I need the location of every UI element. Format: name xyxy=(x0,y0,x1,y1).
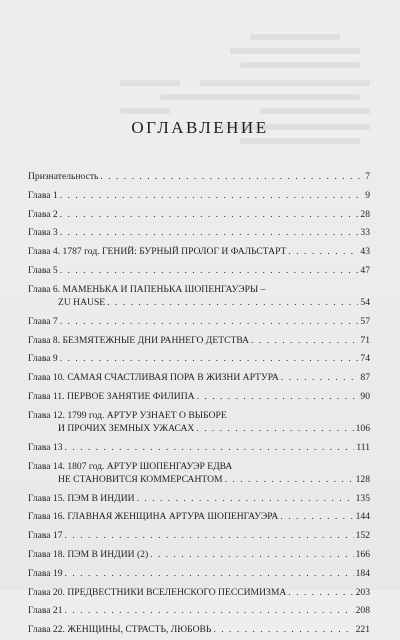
toc-page-number: 74 xyxy=(360,353,370,365)
toc-page-number: 28 xyxy=(360,208,370,220)
toc-page-number: 128 xyxy=(355,474,370,486)
toc-entry-title: Глава 6. МАМЕНЬКА И ПАПЕНЬКА ШОПЕНГАУЭРЫ – xyxy=(28,283,266,295)
toc-page-number: 221 xyxy=(355,624,370,636)
toc-entry-title: Глава 11. ПЕРВОЕ ЗАНЯТИЕ ФИЛИПА xyxy=(28,390,195,402)
toc-entry-title: Глава 16. ГЛАВНАЯ ЖЕНЩИНА АРТУРА ШОПЕНГАУЭРА xyxy=(28,511,279,523)
toc-entry-title: Признательность xyxy=(28,171,99,182)
toc-entry[interactable] xyxy=(28,602,370,621)
dot-leader xyxy=(65,602,354,621)
toc-entry-line xyxy=(28,313,370,332)
toc-entry-title: Глава 20. ПРЕДВЕСТНИКИ ВСЕЛЕНСКОГО ПЕССИМИЗМА xyxy=(28,586,287,598)
toc-page-number: 7 xyxy=(365,171,370,182)
toc-page-number: 54 xyxy=(360,297,370,309)
toc-entry-title: Глава 8. БЕЗМЯТЕЖНЫЕ ДНИ РАННЕГО ДЕТСТВА xyxy=(28,334,250,346)
toc-entry-title: Глава 18. ПЭМ В ИНДИИ (2) xyxy=(28,548,149,560)
toc-entry-line xyxy=(28,409,370,423)
toc-entry-continuation xyxy=(28,473,370,487)
toc-page-number: 106 xyxy=(355,423,370,435)
toc-page-number: 33 xyxy=(360,227,370,239)
dot-leader xyxy=(197,388,359,407)
table-of-contents xyxy=(28,168,370,640)
toc-entry-title: Глава 1 xyxy=(28,189,58,201)
toc-entry-line xyxy=(28,490,370,509)
toc-page-number: 57 xyxy=(360,315,370,327)
toc-entry-line xyxy=(28,388,370,407)
toc-entry[interactable] xyxy=(28,224,370,243)
toc-page-number: 90 xyxy=(360,390,370,402)
toc-page-number: 203 xyxy=(355,586,370,598)
toc-entry-title: Глава 5 xyxy=(28,264,58,276)
dot-leader xyxy=(196,422,353,436)
toc-page-number: 9 xyxy=(365,189,370,201)
toc-entry-title: И ПРОЧИХ ЗЕМНЫХ УЖАСАХ xyxy=(58,423,195,435)
toc-entry-line xyxy=(28,168,370,187)
toc-entry[interactable] xyxy=(28,243,370,262)
dot-leader xyxy=(100,168,363,187)
toc-entry[interactable] xyxy=(28,546,370,565)
dot-leader xyxy=(225,473,354,487)
toc-entry-title: ZU HAUSE xyxy=(58,297,106,309)
toc-page-number: 135 xyxy=(355,492,370,504)
toc-entry-line xyxy=(28,621,370,640)
toc-entry[interactable] xyxy=(28,621,370,640)
dot-leader xyxy=(251,332,358,351)
dot-leader xyxy=(65,439,355,458)
toc-entry-title: Глава 17 xyxy=(28,530,63,542)
toc-entry-line xyxy=(28,584,370,603)
toc-entry-title: Глава 21 xyxy=(28,605,63,617)
dot-leader xyxy=(213,621,353,640)
dot-leader xyxy=(60,224,359,243)
dot-leader xyxy=(65,527,354,546)
dot-leader xyxy=(60,206,359,225)
toc-entry-line xyxy=(28,283,370,297)
toc-entry[interactable] xyxy=(28,206,370,225)
toc-page-number: 87 xyxy=(360,372,370,384)
dot-leader xyxy=(65,565,354,584)
toc-entry-line xyxy=(28,369,370,388)
toc-entry-line xyxy=(28,565,370,584)
toc-entry[interactable] xyxy=(28,168,370,187)
toc-page-number: 184 xyxy=(355,567,370,579)
toc-entry-line xyxy=(28,527,370,546)
toc-entry-line xyxy=(28,460,370,474)
toc-entry-title: НЕ СТАНОВИТСЯ КОММЕРСАНТОМ xyxy=(58,474,223,486)
toc-entry[interactable] xyxy=(28,332,370,351)
toc-entry-title: Глава 22. ЖЕНЩИНЫ, СТРАСТЬ, ЛЮБОВЬ xyxy=(28,624,212,636)
toc-entry-continuation xyxy=(28,422,370,436)
toc-page-number: 166 xyxy=(355,548,370,560)
toc-page-number: 43 xyxy=(360,246,370,258)
toc-entry-continuation xyxy=(28,296,370,310)
toc-entry[interactable] xyxy=(28,388,370,407)
dot-leader xyxy=(280,508,353,527)
toc-entry-line xyxy=(28,546,370,565)
toc-entry[interactable] xyxy=(28,350,370,369)
toc-entry[interactable] xyxy=(28,313,370,332)
toc-page-number: 208 xyxy=(355,605,370,617)
toc-entry[interactable] xyxy=(28,527,370,546)
toc-entry-line xyxy=(28,508,370,527)
dot-leader xyxy=(288,584,353,603)
toc-entry-title: Глава 19 xyxy=(28,567,63,579)
dot-leader xyxy=(107,296,358,310)
toc-entry[interactable] xyxy=(28,262,370,281)
toc-entry-line xyxy=(28,243,370,262)
toc-entry-line xyxy=(28,262,370,281)
toc-entry-title: Глава 12. 1799 год. АРТУР УЗНАЕТ О ВЫБОРЕ xyxy=(28,409,227,421)
toc-entry-title: Глава 15. ПЭМ В ИНДИИ xyxy=(28,492,135,504)
toc-page-number: 152 xyxy=(355,530,370,542)
toc-page-number: 47 xyxy=(360,264,370,276)
toc-entry-title: Глава 4. 1787 год. ГЕНИЙ: БУРНЫЙ ПРОЛОГ И ФАЛЬСТАРТ xyxy=(28,246,287,258)
toc-entry[interactable] xyxy=(28,187,370,206)
toc-entry-title: Глава 7 xyxy=(28,315,58,327)
toc-entry-line xyxy=(28,350,370,369)
dot-leader xyxy=(150,546,353,565)
toc-entry-line xyxy=(28,187,370,206)
toc-entry-title: Глава 9 xyxy=(28,353,58,365)
toc-entry[interactable] xyxy=(28,565,370,584)
dot-leader xyxy=(60,350,359,369)
toc-entry-line xyxy=(28,332,370,351)
toc-page-number: 111 xyxy=(356,441,370,453)
dot-leader xyxy=(60,262,359,281)
toc-heading: ОГЛАВЛЕНИЕ xyxy=(131,118,269,137)
toc-entry[interactable] xyxy=(28,508,370,527)
toc-entry-title: Глава 2 xyxy=(28,208,58,220)
toc-entry-title: Глава 14. 1807 год. АРТУР ШОПЕНГАУЭР ЕДВА xyxy=(28,460,233,472)
toc-page-number: 144 xyxy=(355,511,370,523)
dot-leader xyxy=(60,313,359,332)
toc-entry[interactable] xyxy=(28,281,370,313)
toc-entry-line xyxy=(28,602,370,621)
toc-entry[interactable] xyxy=(28,490,370,509)
toc-entry-line xyxy=(28,206,370,225)
dot-leader xyxy=(281,369,359,388)
dot-leader xyxy=(137,490,354,509)
toc-entry[interactable] xyxy=(28,584,370,603)
dot-leader xyxy=(288,243,358,262)
toc-entry[interactable] xyxy=(28,458,370,490)
toc-entry-line xyxy=(28,439,370,458)
toc-entry[interactable] xyxy=(28,369,370,388)
toc-entry-title: Глава 13 xyxy=(28,441,63,453)
toc-page-number: 71 xyxy=(360,334,370,346)
toc-entry-title: Глава 3 xyxy=(28,227,58,239)
toc-entry-title: Глава 10. САМАЯ СЧАСТЛИВАЯ ПОРА В ЖИЗНИ АРТУРА xyxy=(28,372,279,384)
toc-entry-line xyxy=(28,224,370,243)
toc-entry[interactable] xyxy=(28,439,370,458)
toc-entry[interactable] xyxy=(28,407,370,439)
dot-leader xyxy=(60,187,363,206)
